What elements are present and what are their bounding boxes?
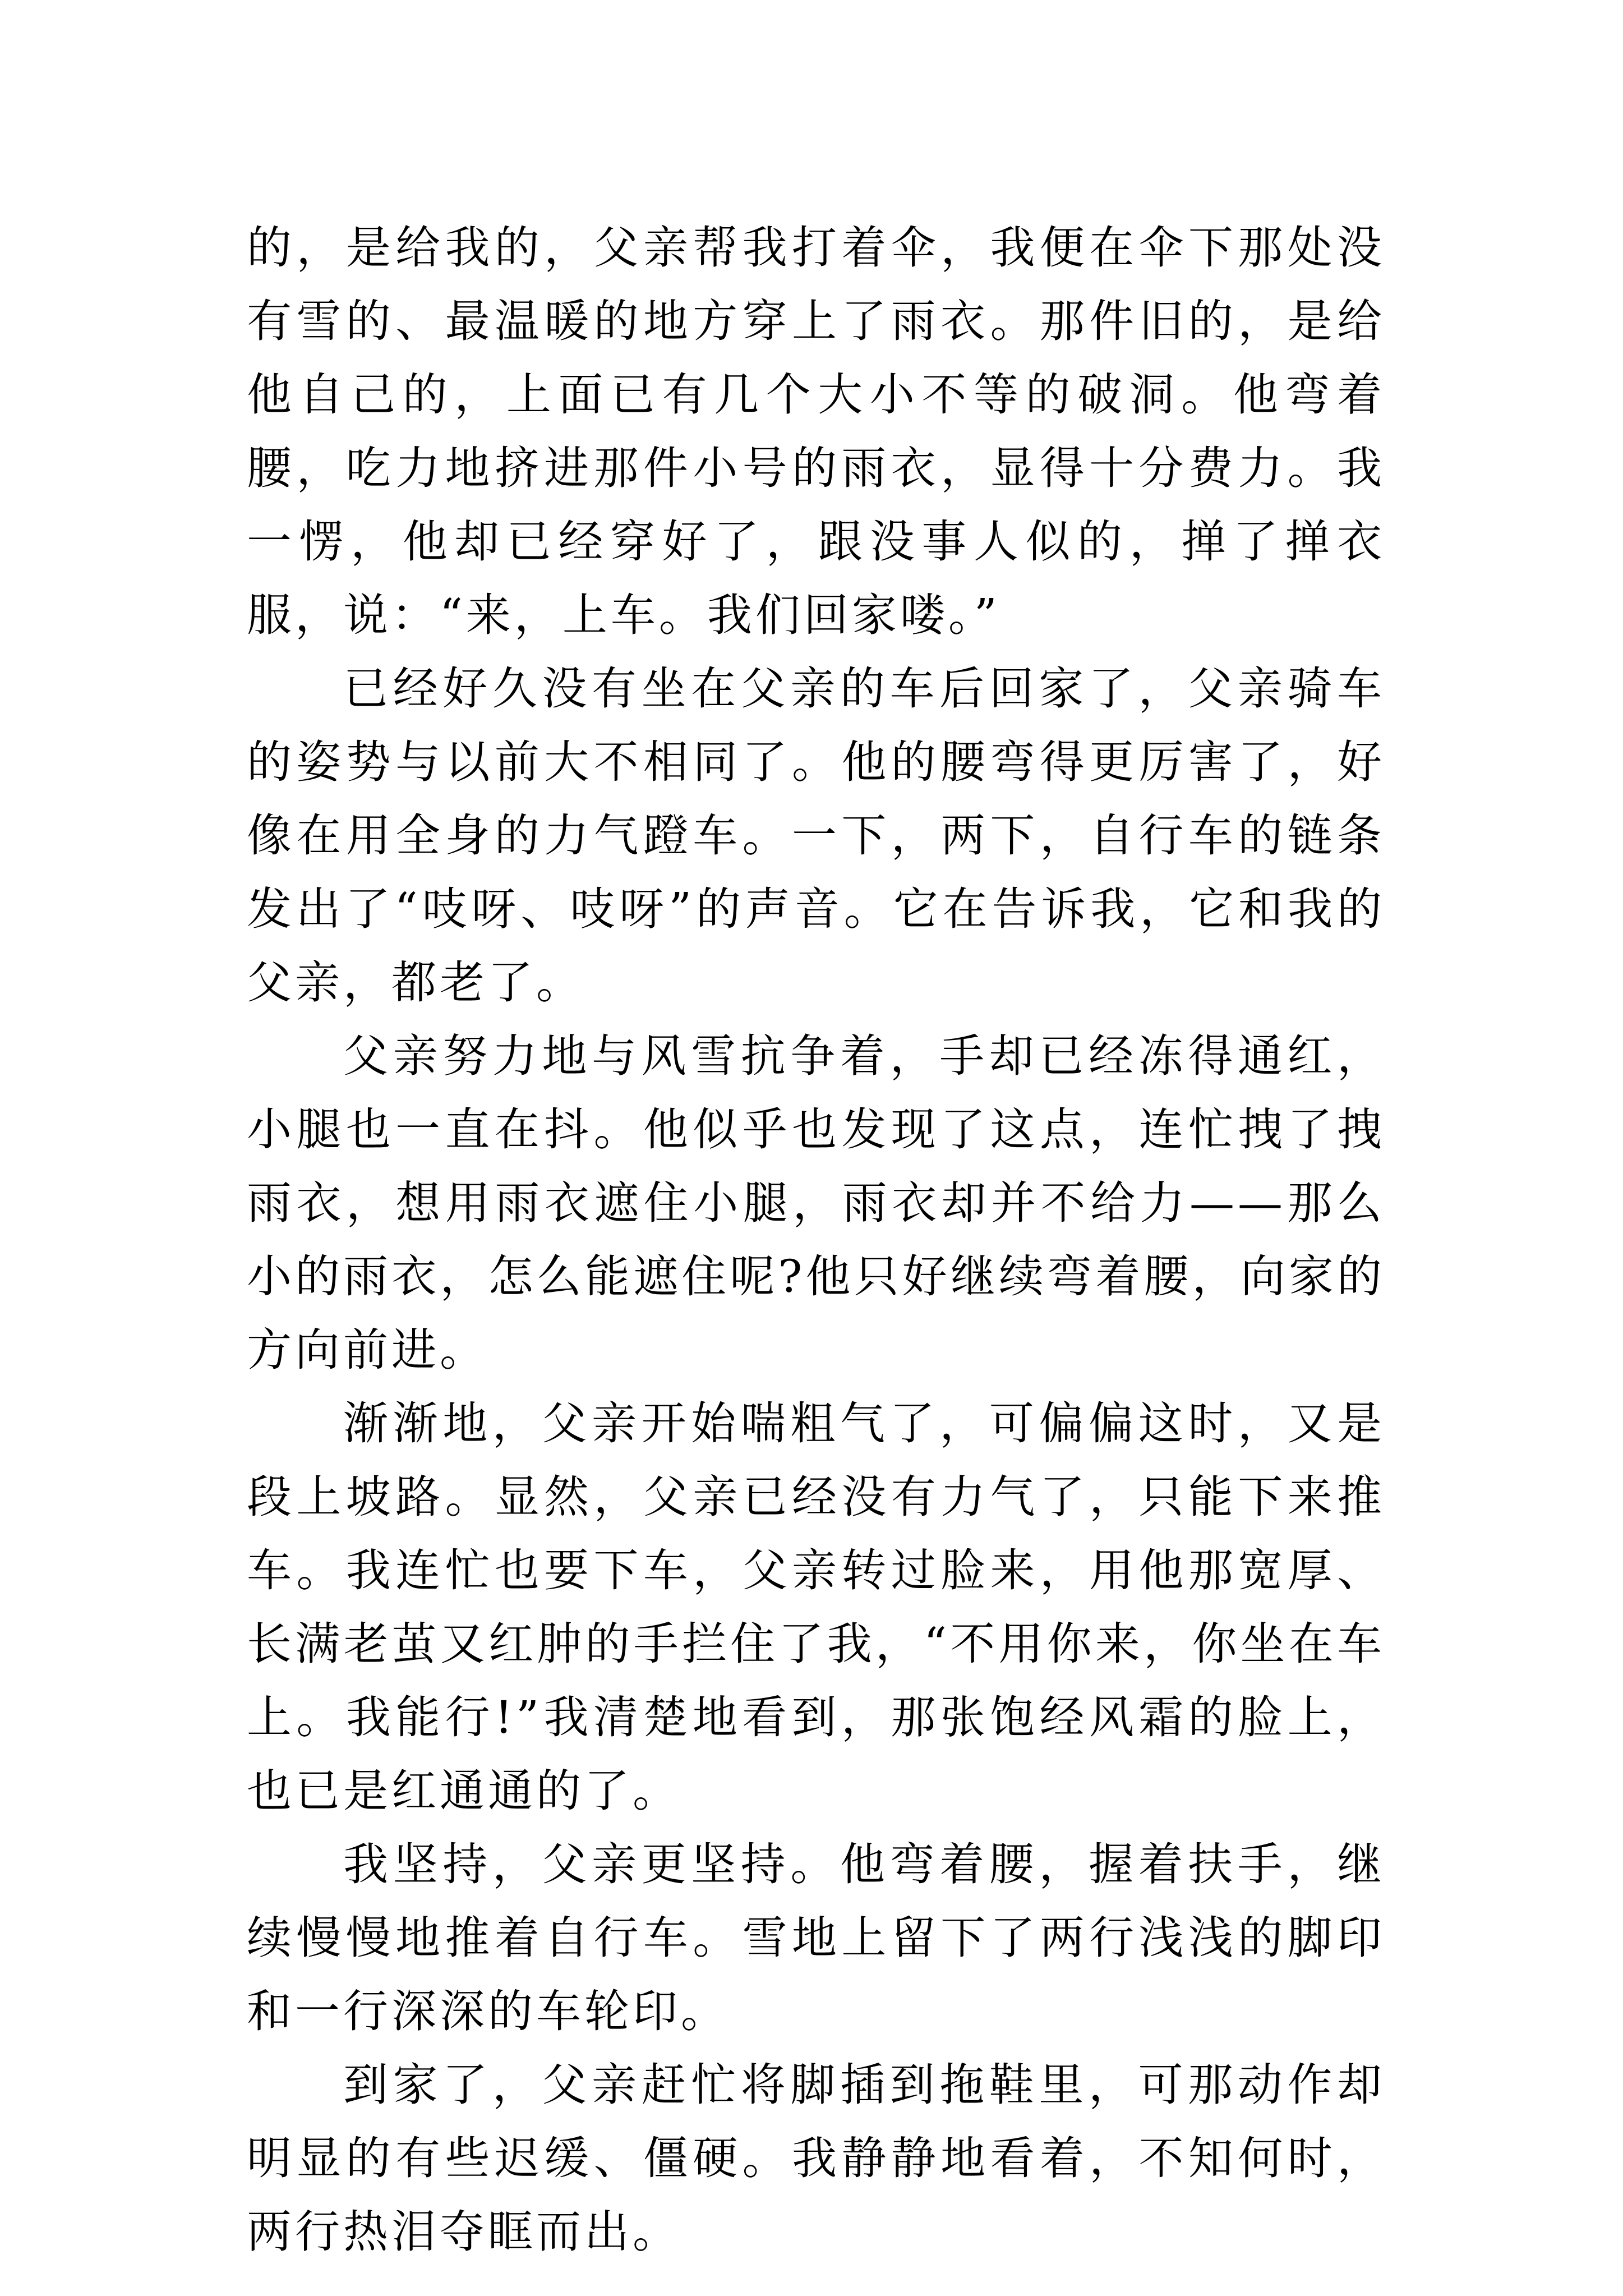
paragraph: 父亲努力地与风雪抗争着，手却已经冻得通红，小腿也一直在抖。他似乎也发现了这点，连忙拽了拽雨衣，想用雨衣遮住小腿，雨衣却并不给力——那么小的雨衣，怎么能遮住呢?他只好继续弯着腰，向家的方向前进。 xyxy=(247,1030,1385,1376)
paragraph: 的，是给我的，父亲帮我打着伞，我便在伞下那处没有雪的、最温暖的地方穿上了雨衣。那件旧的，是给他自己的，上面已有几个大小不等的破洞。他弯着腰，吃力地挤进那件小号的雨衣，显得十分费力。我一愣，他却已经穿好了，跟没事人似的，掸了掸衣服，说：“来，上车。我们回家喽。” xyxy=(247,222,1385,641)
paragraph: 渐渐地，父亲开始喘粗气了，可偏偏这时，又是段上坡路。显然，父亲已经没有力气了，只能下来推车。我连忙也要下车，父亲转过脸来，用他那宽厚、长满老茧又红肿的手拦住了我，“不用你来，你坐在车上。我能行!”我清楚地看到，那张饱经风霜的脸上，也已是红通通的了。 xyxy=(247,1397,1385,1817)
paragraph: 我坚持，父亲更坚持。他弯着腰，握着扶手，继续慢慢地推着自行车。雪地上留下了两行浅浅的脚印和一行深深的车轮印。 xyxy=(247,1838,1385,2037)
paragraph: 已经好久没有坐在父亲的车后回家了，父亲骑车的姿势与以前大不相同了。他的腰弯得更厉害了，好像在用全身的力气蹬车。一下，两下，自行车的链条发出了“吱呀、吱呀”的声音。它在告诉我，它和我的父亲，都老了。 xyxy=(247,662,1385,1009)
paragraph: 到家了，父亲赶忙将脚插到拖鞋里，可那动作却明显的有些迟缓、僵硬。我静静地看着，不知何时，两行热泪夺眶而出。 xyxy=(247,2059,1385,2258)
body-text xyxy=(247,211,1385,2269)
